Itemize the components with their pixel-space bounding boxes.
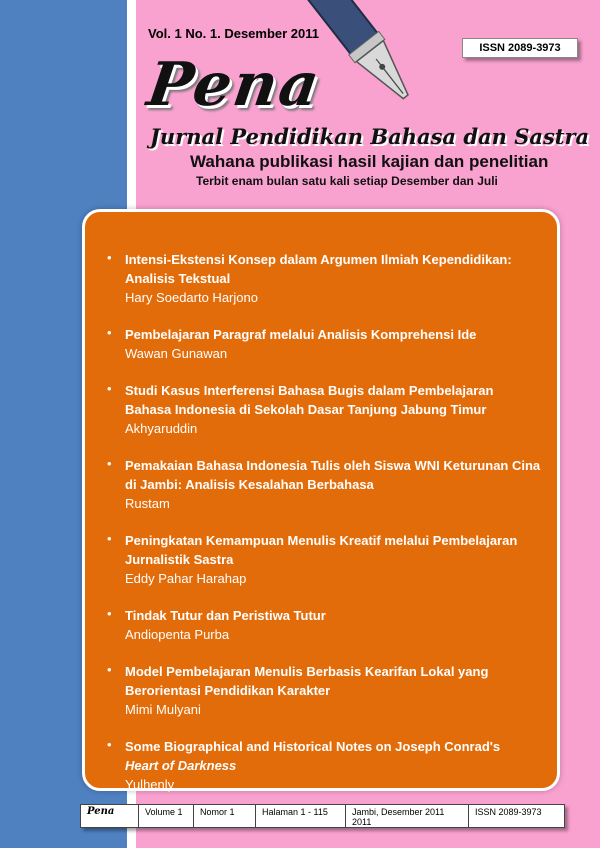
footer-volume: Volume 1 — [139, 805, 194, 827]
article-title: Intensi-Ekstensi Konsep dalam Argumen Ilmiah Kependidikan: Analisis Tekstual — [125, 252, 512, 286]
article-title: Peningkatan Kemampuan Menulis Kreatif melalui Pembelajaran Jurnalistik Sastra — [125, 533, 518, 567]
article-author: Andiopenta Purba — [125, 627, 230, 642]
footer-number: Nomor 1 — [194, 805, 256, 827]
article-author: Mimi Mulyani — [125, 702, 201, 717]
journal-logo: Pena — [143, 50, 326, 120]
article-item[interactable] — [103, 381, 543, 438]
bullet-icon: • — [107, 737, 112, 752]
footer-issn: ISSN 2089-3973 — [475, 807, 542, 817]
bullet-icon: • — [107, 381, 112, 396]
bullet-icon: • — [107, 606, 112, 621]
footer-bar — [80, 804, 565, 828]
footer-date: Jambi, Desember 2011 2011 — [346, 805, 469, 827]
publication-frequency: Terbit enam bulan satu kali setiap Desember dan Juli — [196, 174, 498, 188]
article-item[interactable] — [103, 325, 543, 363]
bullet-icon: • — [107, 531, 112, 546]
article-author: Yulhenly — [125, 777, 175, 792]
article-item[interactable] — [103, 737, 543, 794]
article-title: Pemakaian Bahasa Indonesia Tulis oleh Siswa WNI Keturunan Cina di Jambi: Analisis Kesalahan Berbahasa — [125, 458, 541, 492]
bullet-icon: • — [107, 662, 112, 677]
article-author: Akhyaruddin — [125, 421, 198, 436]
article-title-italic: Heart of Darkness — [125, 758, 237, 773]
issn-badge: ISSN 2089-3973 — [462, 38, 578, 58]
article-title: Pembelajaran Paragraf melalui Analisis Komprehensi Ide — [125, 327, 477, 342]
article-title: Some Biographical and Historical Notes on Joseph Conrad's — [125, 739, 501, 754]
bullet-icon: • — [107, 456, 112, 471]
article-item[interactable] — [103, 250, 543, 307]
article-author: Rustam — [125, 496, 170, 511]
article-title: Model Pembelajaran Menulis Berbasis Kearifan Lokal yang Berorientasi Pendidikan Karakter — [125, 664, 489, 698]
article-title: Tindak Tutur dan Peristiwa Tutur — [125, 608, 326, 623]
article-title: Studi Kasus Interferensi Bahasa Bugis dalam Pembelajaran Bahasa Indonesia di Sekolah Dasar Tanjung Jabung Timur — [125, 383, 494, 417]
article-author: Eddy Pahar Harahap — [125, 571, 247, 586]
article-author: Hary Soedarto Harjono — [125, 290, 258, 305]
article-author: Wawan Gunawan — [125, 346, 228, 361]
article-item[interactable] — [103, 606, 543, 644]
footer-pages: Halaman 1 - 115 — [256, 805, 346, 827]
bullet-icon: • — [107, 250, 112, 265]
table-of-contents — [82, 209, 560, 791]
bullet-icon: • — [107, 325, 112, 340]
article-item[interactable] — [103, 531, 543, 588]
journal-name: Jurnal Pendidikan Bahasa dan Sastra — [150, 124, 590, 149]
tagline: Wahana publikasi hasil kajian dan penelitian — [190, 152, 549, 171]
footer-logo: Pena — [81, 805, 139, 827]
article-list — [103, 250, 543, 794]
article-item[interactable] — [103, 662, 543, 719]
article-item[interactable] — [103, 456, 543, 513]
volume-label: Vol. 1 No. 1. Desember 2011 — [148, 26, 320, 41]
